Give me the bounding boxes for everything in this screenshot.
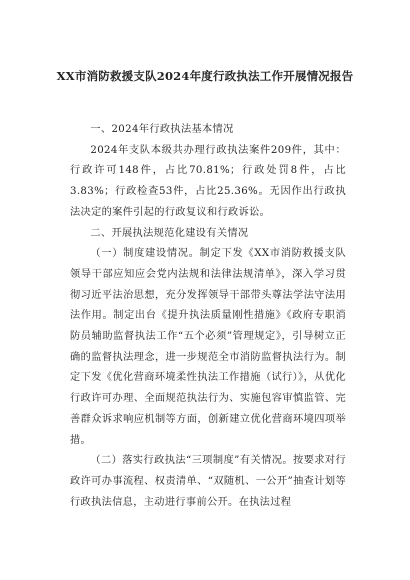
document-body: [70, 120, 346, 513]
section-heading-1: 一、2024年行政执法基本情况: [90, 124, 234, 135]
section-2-paragraph-2: （二）落实行政执法“三项制度”有关情况。按要求对行政许可办事流程、权责清单、“双随机、一公开”抽查计划等行政执法信息，主动进行事前公开。在执法过程: [70, 455, 346, 508]
section-heading-2: 二、开展执法规范化建设有关情况: [90, 227, 249, 239]
section-2-paragraph-1: （一）制度建设情况。制定下发《XX市消防救援支队领导干部应知应会党内法规和法律法规清单》，深入学习贯彻习近平法治思想，充分发挥领导干部带头尊法学法守法用法作用。制定出台《提升执法质量刚性措施》《政府专职消防员辅助监督执法工作“五个必须”管理规定》，引导树立正确的监督执法理念，进一步规范全市消防监督执法行为。制定下发《优化营商环境柔性执法工作措施（试行）》，从优化行政许可办理、全面规范执法行为、实施包容审慎监管、完善群众诉求响应机制等方面，创新建立优化营商环境四项举措。: [70, 248, 346, 446]
section-1-paragraph-1: 2024年支队本级共办理行政执法案件209件，其中：行政许可148件，占比70.81%；行政处罚8件，占比3.83%；行政检查53件，占比25.36%。无因作出行政执法决定的案件引起的行政复议和行政诉讼。: [70, 144, 346, 218]
document-title: XX市消防救援支队2024年度行政执法工作开展情况报告: [56, 69, 354, 83]
